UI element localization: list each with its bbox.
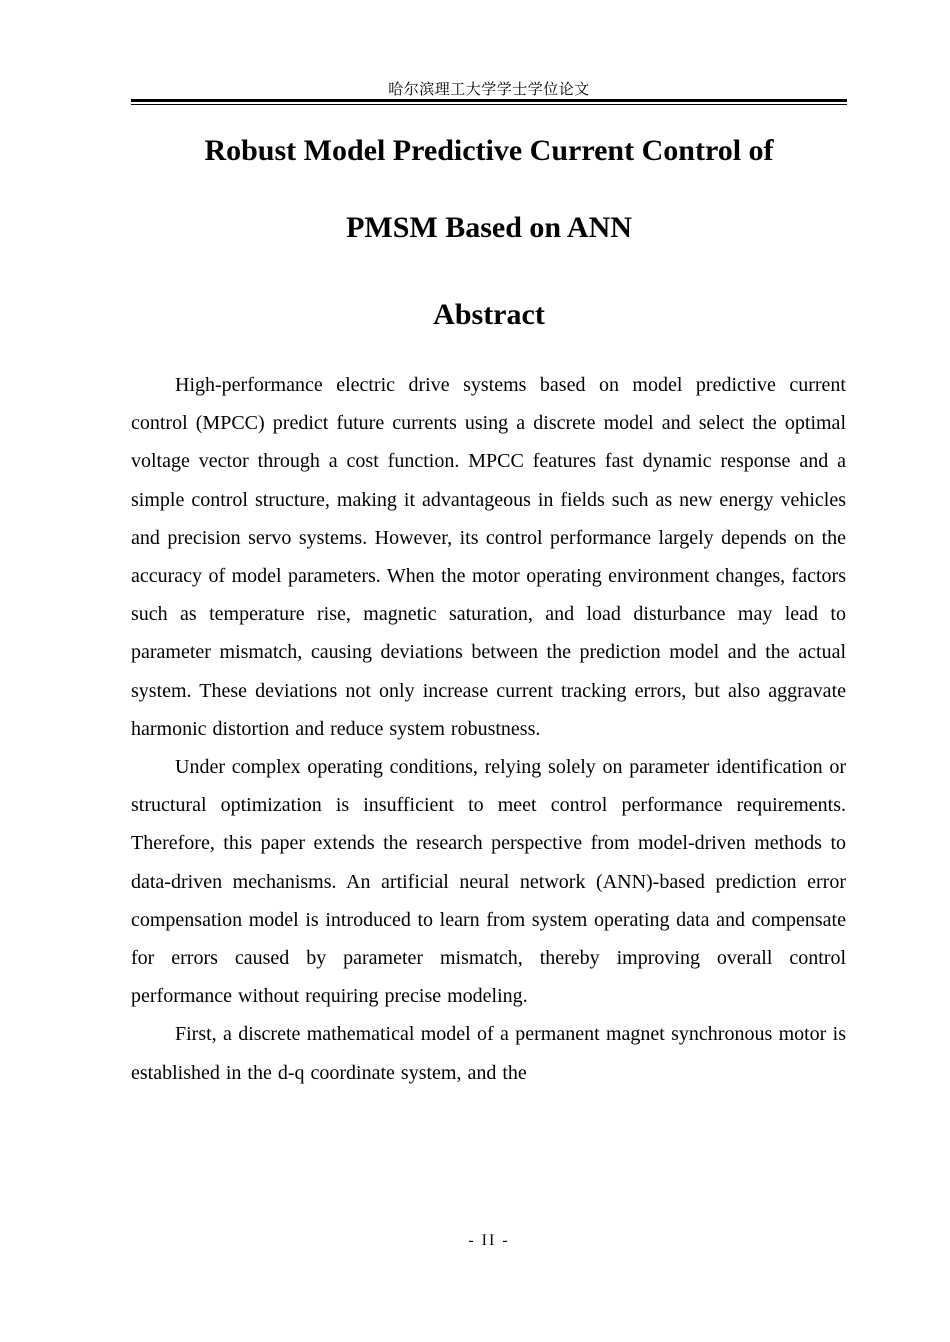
thesis-title-line-2: PMSM Based on ANN <box>346 211 632 244</box>
abstract-paragraph-3: First, a discrete mathematical model of a permanent magnet synchronous motor is established in the d-q coordinate system, and the <box>131 1023 846 1084</box>
abstract-body <box>131 366 846 1092</box>
header-rule-thin <box>131 104 847 105</box>
page-number: - II - <box>468 1232 510 1249</box>
abstract-heading: Abstract <box>433 298 545 331</box>
thesis-title-line-1: Robust Model Predictive Current Control of <box>204 134 774 167</box>
abstract-paragraph-2: Under complex operating conditions, relying solely on parameter identification or structural optimization is insufficient to meet control performance requirements. Therefore, this paper extends the research perspective from model-driven methods to data-driven mechanisms. An artificial neural network (ANN)-based prediction error compensation model is introduced to learn from system operating data and compensate for errors caused by parameter mismatch, thereby improving overall control performance without requiring precise modeling. <box>131 756 846 1008</box>
running-header: 哈尔滨理工大学学士学位论文 <box>388 80 590 98</box>
header-rule-thick <box>131 99 847 102</box>
abstract-paragraph-1: High-performance electric drive systems based on model predictive current control (MPCC) predict future currents using a discrete model and select the optimal voltage vector through a cost function. MPCC features fast dynamic response and a simple control structure, making it advantageous in fields such as new energy vehicles and precision servo systems. However, its control performance largely depends on the accuracy of model parameters. When the motor operating environment changes, factors such as temperature rise, magnetic saturation, and load disturbance may lead to parameter mismatch, causing deviations between the prediction model and the actual system. These deviations not only increase current tracking errors, but also aggravate harmonic distortion and reduce system robustness. <box>131 374 846 740</box>
